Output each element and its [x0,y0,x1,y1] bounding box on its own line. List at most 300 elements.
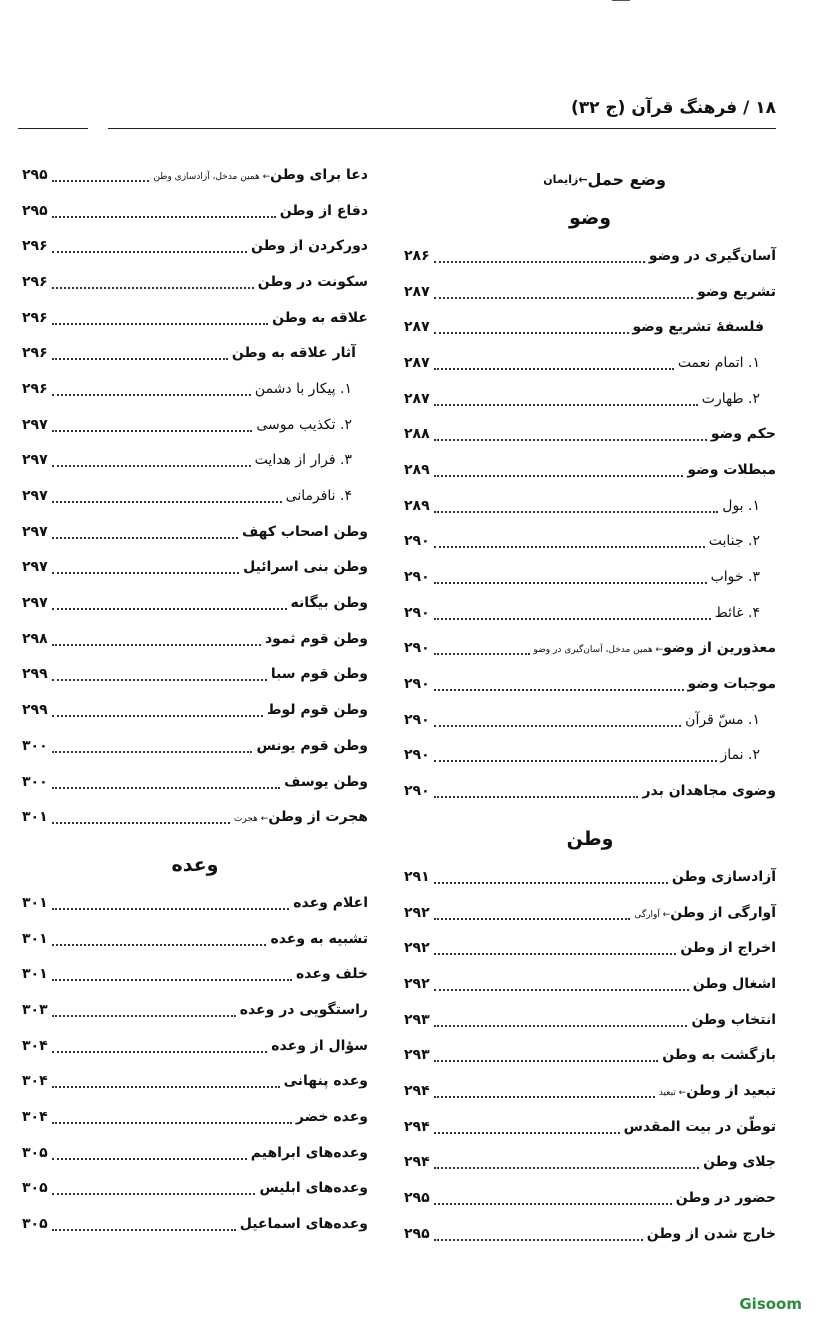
entry-term: وعده‌های ابلیس [259,1180,368,1197]
index-entry [404,1180,776,1216]
page-number: ۲۹۸ [22,630,48,647]
page-number: ۲۹۷ [22,488,48,505]
entry-label [647,1226,776,1242]
entry-label [255,452,368,468]
page-number: ۳۰۳ [22,1001,48,1018]
entry-label [255,381,368,397]
entry-term: سکونت در وطن [257,273,368,290]
entry-term: ۴. نافرمانی [285,488,352,505]
entry-term: فلسفهٔ تشریع وضو [632,319,764,336]
dot-leader [52,239,247,253]
entry-term: وطن قوم سبا [270,666,368,683]
entry-term: موجبات وضو [687,676,776,693]
index-entry [22,443,368,479]
entry-label [624,1119,776,1135]
index-entry [404,381,776,417]
section-heading: وضو [568,207,612,229]
page-number: ۲۹۵ [404,1225,430,1242]
dot-leader [434,392,698,406]
index-entry [404,1037,776,1073]
page-number: ۲۹۶ [22,380,48,397]
entry-term: اعلام وعده [293,894,368,911]
entry-label [534,640,776,656]
dot-leader [434,784,639,798]
entry-label [722,498,776,514]
entry-term: آزادسازی وطن [671,868,776,885]
entry-term: سؤال از وعده [271,1037,368,1054]
page-number: ۳۰۱ [22,809,48,826]
entry-label [678,355,776,371]
dot-leader [52,525,238,539]
dot-leader [434,570,707,584]
entry-term: ۱. اتمام نعمت [677,354,760,371]
entry-label [693,976,776,992]
index-column-left [22,157,368,1242]
entry-label [240,1002,368,1018]
page-number: ۲۹۵ [404,1190,430,1207]
index-entry [404,309,776,345]
entry-term: وعده پنهانی [283,1073,368,1090]
dot-leader [434,713,682,727]
entry-term: اشغال وطن [692,975,776,992]
page-number: ۳۰۵ [22,1216,48,1233]
entry-term: آثار علاقه به وطن [231,345,356,362]
dot-leader [434,1013,688,1027]
index-entry [404,859,776,895]
entry-term: اخراج از وطن [680,940,776,957]
section-heading: وطن [566,828,614,850]
index-entry [404,488,776,524]
entry-label [296,1109,368,1125]
entry-term: حکم وضو [710,426,776,443]
entry-label [242,524,368,540]
index-entry [404,452,776,488]
dot-leader [434,1155,699,1169]
index-entry [22,799,368,835]
page-number: ۲۹۴ [404,1118,430,1135]
entry-label [715,605,776,621]
index-entry [404,595,776,631]
page-number: ۳۰۱ [22,966,48,983]
entry-term: هجرت از وطن [268,809,368,826]
entry-term: ۱. مسّ قرآن [685,711,760,728]
entry-label [634,905,776,921]
entry-label [251,1145,368,1161]
index-entry [22,1099,368,1135]
index-entry [404,702,776,738]
dot-leader [52,453,251,467]
entry-term: ۲. طهارت [701,390,760,407]
dot-leader [434,870,668,884]
page-number: ۳۰۵ [22,1180,48,1197]
page-number: ۲۹۳ [404,1047,430,1064]
entry-term: وطن قوم یونس [256,737,368,754]
entry-label [284,1073,368,1089]
entry-label [265,631,368,647]
entry-term: بازگشت به وطن [662,1047,776,1064]
page-number: ۳۰۴ [22,1037,48,1054]
dot-leader [52,560,239,574]
index-entry [404,1073,776,1109]
dot-leader [434,356,674,370]
entry-label [270,931,368,947]
entry-label [721,747,776,763]
index-entry [404,274,776,310]
header-rule-short [18,128,88,129]
page-number: ۲۹۷ [22,559,48,576]
index-entry [404,524,776,560]
see-reference: ←زایمان [543,172,588,186]
index-entry [404,895,776,931]
entry-term: وعده‌های ابراهیم [250,1144,368,1161]
entry-term: تشبیه به وعده [270,930,368,947]
page-number: ۳۰۱ [22,930,48,947]
entry-term: وطن بنی اسرائیل [243,559,368,576]
page-number: ۲۹۷ [22,452,48,469]
index-entry [22,371,368,407]
index-entry [404,1145,776,1181]
index-entry [22,407,368,443]
page-number: ۲۹۰ [404,533,430,550]
entry-term: ۲. نماز [720,747,760,764]
index-entry [22,157,368,193]
page-number: ۳۰۵ [22,1144,48,1161]
dot-leader [434,1120,620,1134]
page-number: ۲۹۷ [22,523,48,540]
dot-leader [52,596,287,610]
entry-term: توطّن در بیت المقدس [623,1118,776,1135]
dot-leader [434,641,530,655]
index-entry [22,992,368,1028]
entry-term: ۱. پیکار با دشمن [254,380,352,397]
dot-leader [434,463,684,477]
index-entry [22,300,368,336]
entry-label [267,702,368,718]
dot-leader [52,275,254,289]
page-header: ۱۸ / فرهنگ قرآن (ج ۳۲) [570,98,776,118]
entry-term: وطن قوم لوط [266,702,368,719]
dot-leader [52,775,281,789]
entry-label [703,1154,776,1170]
page-number: ۲۹۰ [404,604,430,621]
index-entry [404,1216,776,1252]
dot-leader [52,1217,236,1231]
page-number: ۲۹۹ [22,666,48,683]
entry-label [291,595,368,611]
entry-label [271,666,368,682]
section-heading: وعده [171,854,219,877]
index-entry [22,335,368,371]
see-reference: ← هجرت [233,814,269,825]
index-entry [404,738,776,774]
dot-leader [52,1039,268,1053]
dot-leader [52,418,253,432]
entry-label [680,940,776,956]
index-entry [404,559,776,595]
index-entry [22,514,368,550]
index-entry [404,1109,776,1145]
page-number: ۳۰۰ [22,737,48,754]
page-number: ۲۹۵ [22,166,48,183]
index-entry [22,264,368,300]
entry-label [271,1038,368,1054]
entry-term: وعده خضر [295,1109,368,1126]
entry-label [258,274,368,290]
dot-leader [434,499,719,513]
page-number: ۲۹۰ [404,676,430,693]
entry-label [243,559,368,575]
page-number: ۲۸۷ [404,354,430,371]
entry-label [232,345,368,361]
dot-leader [52,311,269,325]
entry-label [286,488,368,504]
index-entry [22,550,368,586]
entry-label [284,774,368,790]
entry-label [296,966,368,982]
see-reference: ← تبعید [658,1087,687,1098]
page-number: ۲۹۶ [22,309,48,326]
index-entry [22,956,368,992]
index-entry [404,416,776,452]
index-entry [22,885,368,921]
entry-label [293,895,368,911]
entry-term: دورکردن از وطن [250,238,368,255]
section-heading-see [404,160,776,198]
entry-label [711,426,776,442]
entry-label [672,869,776,885]
index-entry [22,764,368,800]
entry-label [259,1180,368,1196]
dot-leader [434,977,689,991]
index-entry [22,585,368,621]
dot-leader [52,896,290,910]
entry-term: معذورین از وضو [663,640,776,657]
index-entry [404,631,776,667]
dot-leader [52,346,228,360]
page-number: ۲۹۷ [22,416,48,433]
index-entry [22,1171,368,1207]
see-reference: ← همین مدخل، آسان‌گیری در وضو [533,645,664,656]
dot-leader [52,1003,236,1017]
index-entry [22,228,368,264]
page-number: ۲۹۴ [404,1154,430,1171]
index-entry [22,1028,368,1064]
entry-term: دفاع از وطن [279,202,368,219]
index-entry [22,193,368,229]
index-entry [404,345,776,381]
page-number: ۲۹۰ [404,569,430,586]
page-number: ۲۹۲ [404,975,430,992]
dot-leader [52,739,253,753]
see-reference: ← همین مدخل، آزادسازی وطن [153,171,271,182]
index-entry [404,666,776,702]
entry-label [687,462,776,478]
page-number: ۳۰۱ [22,894,48,911]
entry-term: انتخاب وطن [691,1011,776,1028]
dot-leader [52,382,251,396]
dot-leader [52,489,282,503]
index-entry [22,1135,368,1171]
dot-leader [52,168,150,182]
entry-label [709,533,776,549]
index-entry [22,692,368,728]
section-spacer [22,835,368,845]
entry-label [662,1047,776,1063]
page-number: ۳۰۰ [22,773,48,790]
entry-label [234,809,368,825]
entry-label [251,238,368,254]
page-number: ۲۸۷ [404,390,430,407]
top-edge-mark [612,0,630,1]
section-spacer [404,809,776,819]
page-number: ۲۹۴ [404,1082,430,1099]
entry-term: وطن بیگانه [290,595,368,612]
entry-term: وطن اصحاب کهف [241,523,368,540]
page-number: ۲۸۷ [404,283,430,300]
page-number: ۲۹۳ [404,1011,430,1028]
dot-leader [52,810,230,824]
gisoom-logo: Gisoom [739,1295,802,1313]
index-entry [22,1064,368,1100]
index-column-right [404,160,776,1252]
heading-label: وضع حمل [587,169,666,189]
entry-label [256,738,368,754]
entry-term: وطن قوم ثمود [264,630,368,647]
dot-leader [434,427,707,441]
page-number: ۳۰۴ [22,1109,48,1126]
entry-term: حضور در وطن [675,1190,776,1207]
entry-label [691,1012,776,1028]
entry-term: ۲. تکذیب موسی [256,416,352,433]
index-entry [404,773,776,809]
dot-leader [434,249,645,263]
entry-term: ۲. جنابت [708,533,760,550]
entry-term: ۱. بول [722,497,760,514]
entry-term: تبعید از وطن [686,1082,776,1099]
page-number: ۲۸۹ [404,461,430,478]
entry-label [649,248,776,264]
entry-term: آسان‌گیری در وضو [648,247,776,264]
page-number: ۲۹۶ [22,345,48,362]
page-number: ۲۹۲ [404,940,430,957]
dot-leader [52,1181,256,1195]
dot-leader [434,677,684,691]
entry-label [642,783,776,799]
page-number: ۲۸۶ [404,247,430,264]
index-entry [22,921,368,957]
header-rule [108,128,776,129]
page-number: ۲۹۰ [404,747,430,764]
entry-term: علاقه به وطن [272,309,368,326]
entry-term: جلای وطن [703,1154,776,1171]
entry-term: ۳. خواب [710,569,760,586]
entry-label [685,712,776,728]
entry-label [711,569,776,585]
dot-leader [434,285,693,299]
index-entry [22,621,368,657]
dot-leader [52,204,276,218]
page-number: ۲۸۹ [404,497,430,514]
entry-term: وضوی مجاهدان بدر [642,783,776,800]
index-entry [404,1002,776,1038]
dot-leader [434,1084,655,1098]
page-number: ۲۹۰ [404,640,430,657]
dot-leader [52,703,263,717]
dot-leader [52,1074,280,1088]
dot-leader [434,1048,659,1062]
see-reference: ← آوارگی [634,909,671,920]
page-number: ۲۹۱ [404,868,430,885]
dot-leader [52,667,267,681]
page-number: ۲۹۰ [404,783,430,800]
dot-leader [52,967,292,981]
entry-term: خلف وعده [296,966,368,983]
dot-leader [434,906,631,920]
dot-leader [434,320,629,334]
dot-leader [434,1191,672,1205]
entry-label [256,417,368,433]
page-number: ۲۹۶ [22,273,48,290]
page-number: ۲۸۸ [404,426,430,443]
entry-term: خارج شدن از وطن [646,1225,776,1242]
entry-label [153,167,368,183]
page-number: ۲۹۷ [22,595,48,612]
page-number: ۲۸۷ [404,319,430,336]
dot-leader [434,534,705,548]
entry-term: دعا برای وطن [270,166,368,183]
dot-leader [52,632,261,646]
entry-label [280,203,368,219]
entry-term: وطن یوسف [284,773,368,790]
entry-term: مبطلات وضو [687,461,776,478]
entry-term: راستگویی در وعده [239,1001,368,1018]
page-number: ۳۰۴ [22,1073,48,1090]
entry-term: ۳. فرار از هدایت [254,452,352,469]
index-entry [22,728,368,764]
index-entry [22,478,368,514]
index-entry [22,657,368,693]
entry-label [659,1083,776,1099]
page-number: ۲۹۶ [22,238,48,255]
entry-label [240,1216,368,1232]
entry-term: ۴. غائط [714,604,760,621]
entry-label [688,676,776,692]
page-number: ۲۹۲ [404,904,430,921]
dot-leader [434,606,711,620]
page-number: ۲۹۹ [22,702,48,719]
entry-term: وعده‌های اسماعیل [239,1216,368,1233]
page-number: ۲۹۵ [22,202,48,219]
entry-label [676,1190,776,1206]
index-entry [404,930,776,966]
dot-leader [434,1227,643,1241]
dot-leader [434,941,677,955]
entry-label [633,319,776,335]
index-entry [404,238,776,274]
dot-leader [52,932,267,946]
entry-label [697,284,776,300]
entry-label [702,391,776,407]
index-entry [22,1206,368,1242]
page-number: ۲۹۰ [404,711,430,728]
dot-leader [52,1110,292,1124]
dot-leader [52,1146,247,1160]
entry-term: آوارگی از وطن [670,904,776,921]
dot-leader [434,748,717,762]
index-entry [404,966,776,1002]
entry-label [272,310,368,326]
entry-term: تشریع وضو [697,283,776,300]
